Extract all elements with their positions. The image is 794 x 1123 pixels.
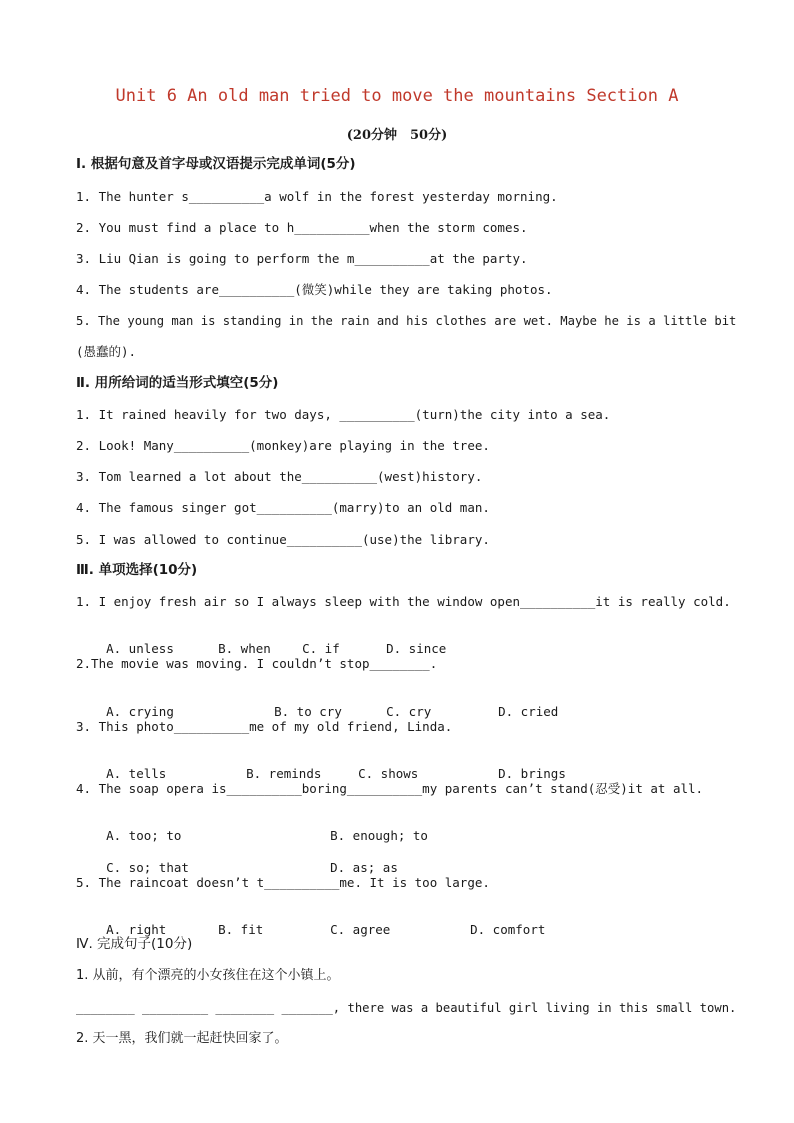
question-line: 1. It rained heavily for two days, __________(turn)the city into a sea.	[76, 407, 611, 422]
question-line: 1. The hunter s__________a wolf in the forest yesterday morning.	[76, 189, 558, 204]
option: A. too; to	[106, 828, 182, 843]
option: D. brings	[498, 766, 566, 781]
option: B. enough; to	[330, 828, 428, 843]
option: B. reminds	[246, 766, 322, 781]
question-line: 1. I enjoy fresh air so I always sleep with the window open__________it is really cold.	[76, 594, 731, 609]
option: D. comfort	[470, 922, 546, 937]
section-1-heading: Ⅰ. 根据句意及首字母或汉语提示完成单词(5分)	[76, 156, 356, 172]
page-subtitle: (20分钟 50分)	[346, 128, 448, 143]
option: C. cry	[386, 704, 432, 719]
question-line: 2. 天一黑，我们就一起赶快回家了。	[76, 1031, 288, 1046]
section-2-heading: Ⅱ. 用所给词的适当形式填空(5分)	[76, 375, 279, 391]
option: A. crying	[106, 704, 174, 719]
option: A. unless	[106, 641, 174, 656]
option: D. cried	[498, 704, 559, 719]
question-line: 3. This photo__________me of my old friend, Linda.	[76, 719, 453, 734]
option: B. fit	[218, 922, 264, 937]
option: C. so; that	[106, 860, 189, 875]
option: B. to cry	[274, 704, 342, 719]
question-line: 5. I was allowed to continue__________(use)the library.	[76, 532, 490, 547]
section-3-heading: Ⅲ. 单项选择(10分)	[76, 562, 198, 578]
option: B. when	[218, 641, 271, 656]
option: D. since	[386, 641, 447, 656]
question-line: 3. Liu Qian is going to perform the m__________at the party.	[76, 251, 528, 266]
option: C. shows	[358, 766, 419, 781]
question-line: 4. The students are__________(微笑)while they are taking photos.	[76, 282, 553, 297]
question-line: 5. The raincoat doesn’t t__________me. It is too large.	[76, 875, 490, 890]
section-4-heading: Ⅳ. 完成句子(10分)	[76, 936, 193, 952]
option: D. as; as	[330, 860, 398, 875]
option: A. right	[106, 922, 167, 937]
option: C. if	[302, 641, 340, 656]
question-line: 3. Tom learned a lot about the__________(west)history.	[76, 469, 483, 484]
question-line: 4. The soap opera is__________boring__________my parents can’t stand(忍受)it at all.	[76, 781, 704, 796]
answer-line: ________ _________ ________ _______, there was a beautiful girl living in this small town.	[76, 1001, 737, 1015]
question-line: 4. The famous singer got__________(marry)to an old man.	[76, 500, 490, 515]
question-line: 2. Look! Many__________(monkey)are playing in the tree.	[76, 438, 490, 453]
question-line: 2. You must find a place to h__________when the storm comes.	[76, 220, 528, 235]
question-line: 5. The young man is standing in the rain and his clothes are wet. Maybe he is a little bit	[76, 314, 737, 328]
page-title: Unit 6 An old man tried to move the mountains Section A	[115, 86, 679, 106]
question-line: 1. 从前，有个漂亮的小女孩住在这个小镇上。	[76, 968, 340, 983]
question-line: 2.The movie was moving. I couldn’t stop________.	[76, 656, 438, 671]
question-line-continuation: (愚蠢的).	[76, 344, 137, 359]
option: C. agree	[330, 922, 391, 937]
option: A. tells	[106, 766, 167, 781]
